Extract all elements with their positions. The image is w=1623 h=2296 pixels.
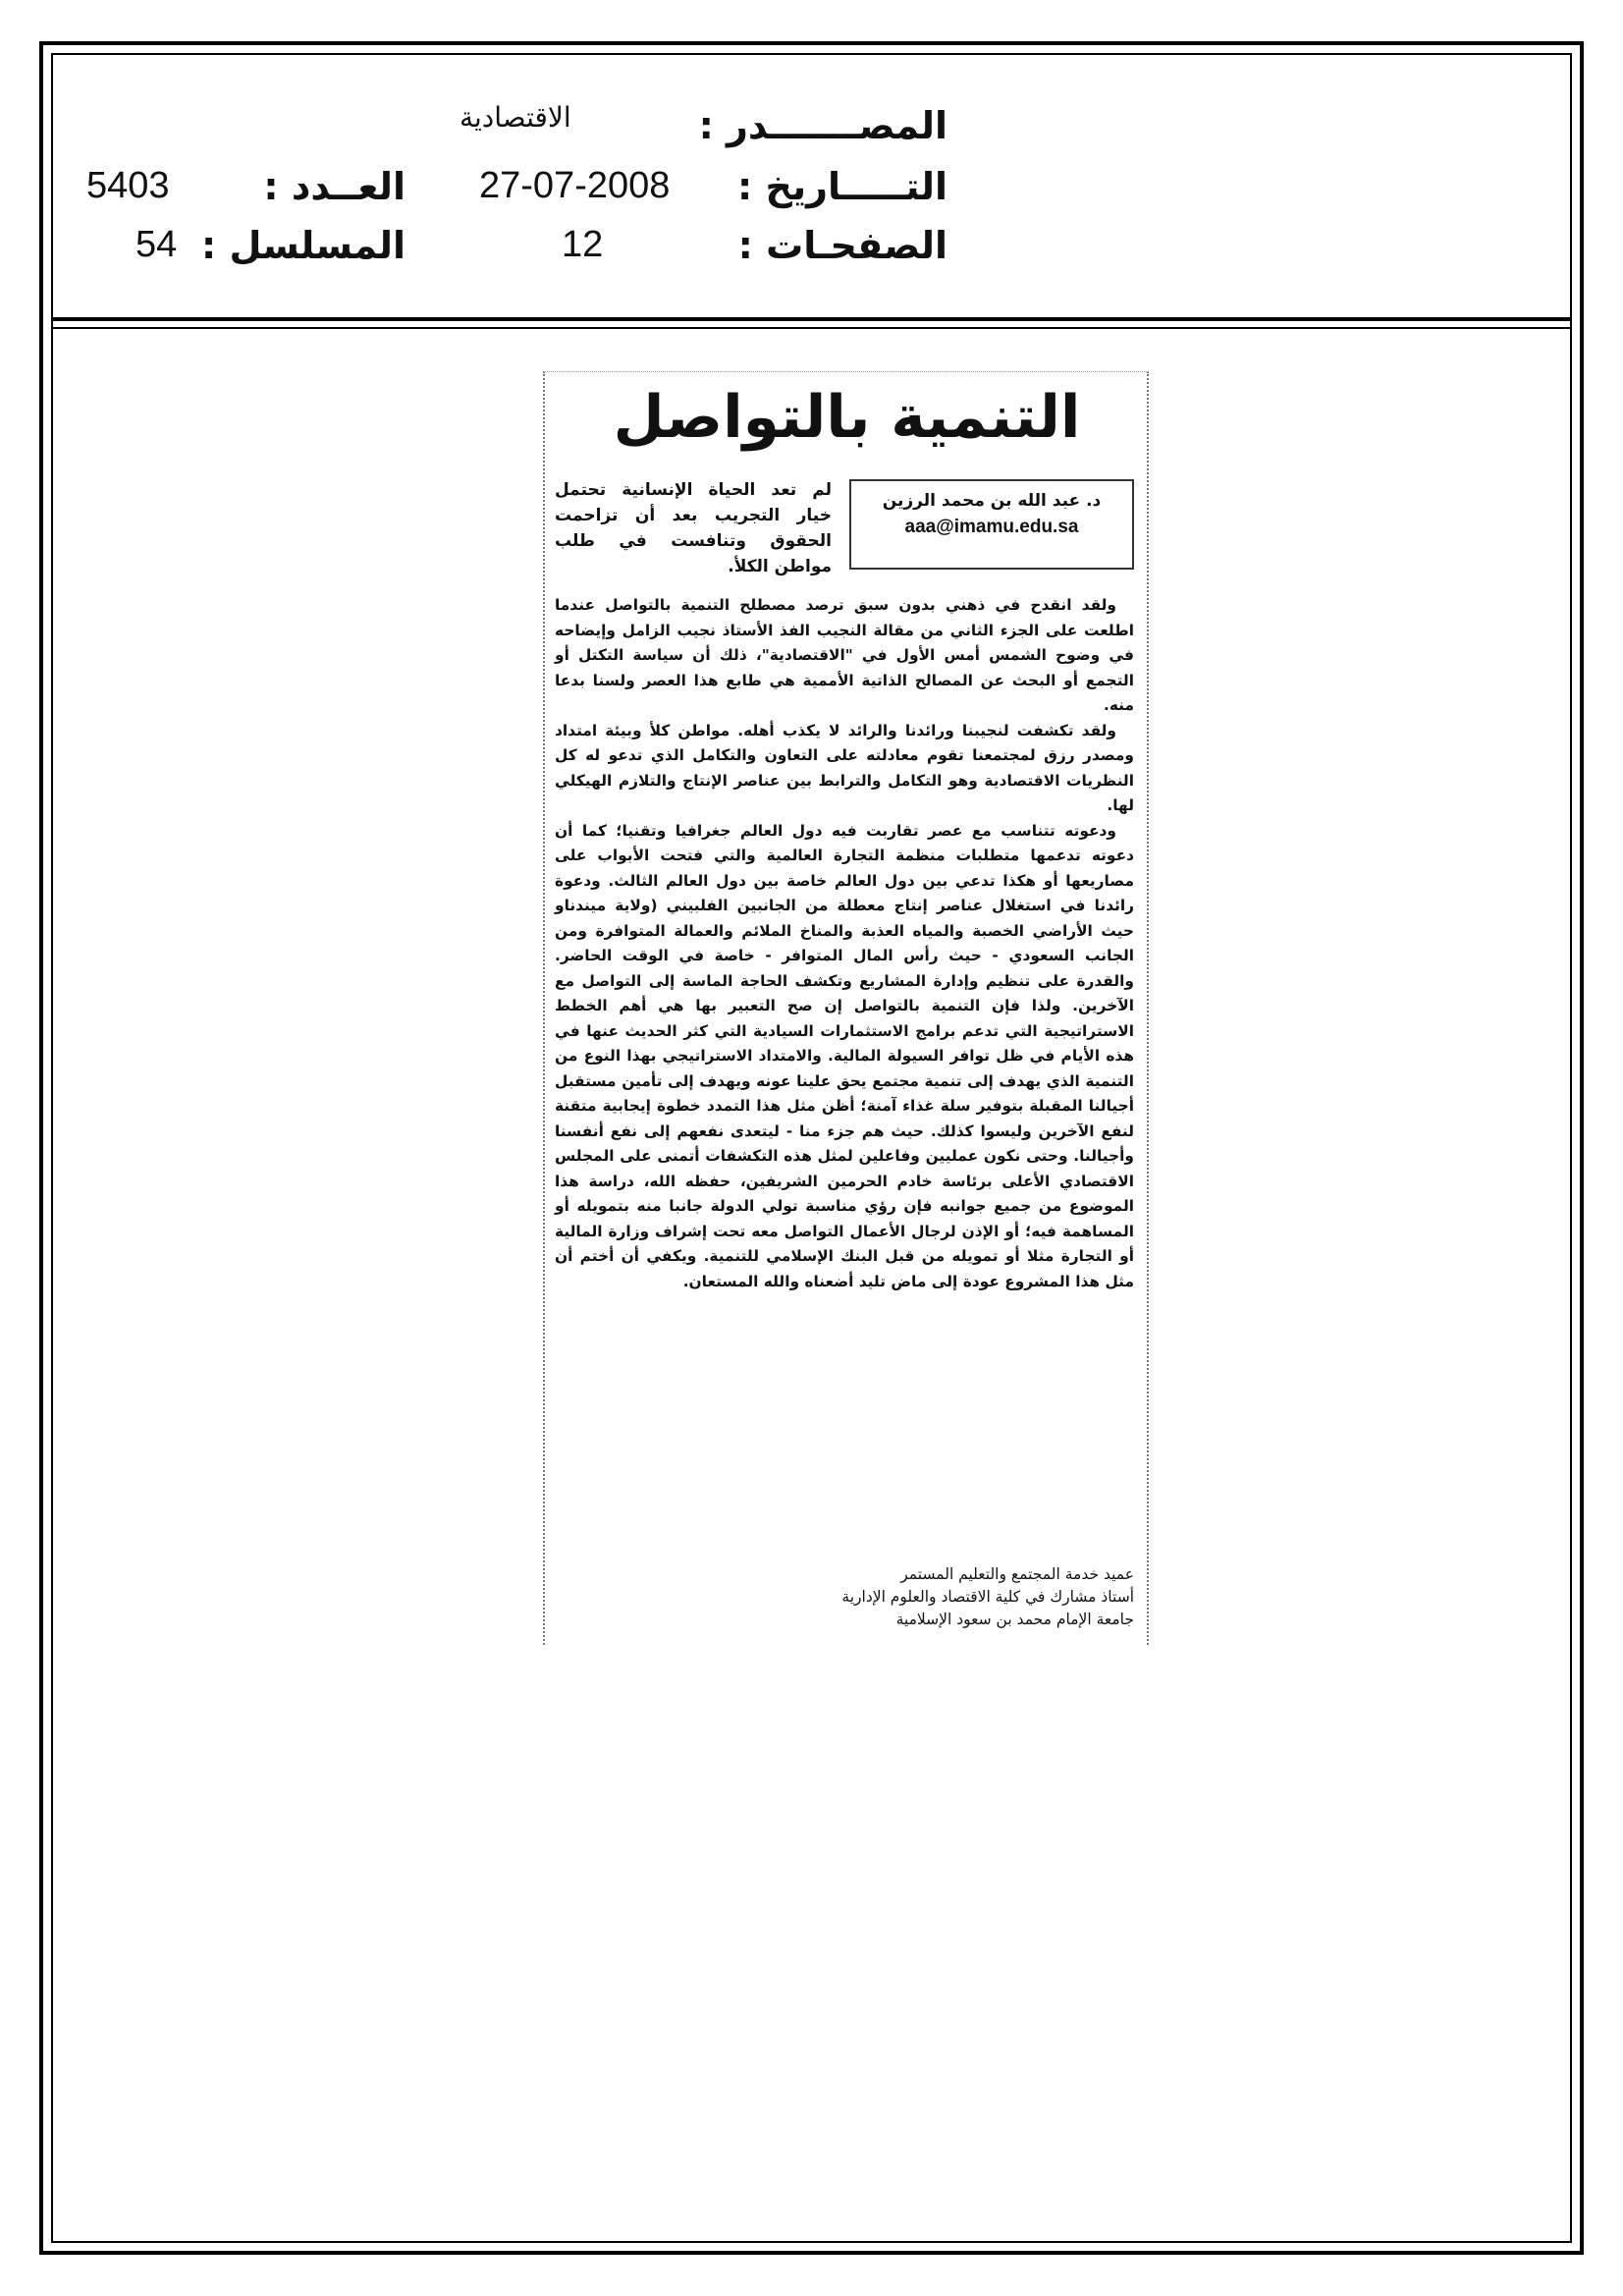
source-value: الاقتصادية — [460, 101, 571, 134]
signature-line: أستاذ مشارك في كلية الاقتصاد والعلوم الإدارية — [841, 1588, 1134, 1606]
date-label: التـــــاريخ : — [737, 165, 947, 208]
signature-line: عميد خدمة المجتمع والتعليم المستمر — [900, 1565, 1134, 1583]
article-paragraph: ولقد تكشفت لنجيبنا ورائدنا والرائد لا يكذب أهله. مواطن كلأ وبيئة امتداد ومصدر رزق لمجتمعنا تقوم معادلته على التعاون والتكامل الذي تدعو له كل النظريات الاقتصادية وهو التكامل والترابط بين عناصر الإنتاج والتلازم الهيكلي لها. — [555, 721, 1134, 814]
article-body — [555, 593, 1134, 1294]
header-divider-thin — [51, 327, 1572, 329]
author-email: aaa@imamu.edu.sa — [904, 517, 1079, 537]
author-name: د. عبد الله بن محمد الرزين — [882, 491, 1102, 511]
pages-label: الصفحـات : — [737, 224, 947, 267]
serial-label: المسلسل : — [201, 224, 406, 267]
header-divider — [51, 317, 1572, 321]
article-intro: لم تعد الحياة الإنسانية تحتمل خيار التجريب بعد أن تزاحمت الحقوق وتنافست في طلب مواطن الكلأ. — [555, 480, 832, 576]
issue-label: العــدد : — [263, 165, 406, 208]
author-box — [849, 479, 1134, 570]
article-paragraph: ودعوته تتناسب مع عصر تقاربت فيه دول العالم جغرافيا وتقنيا؛ كما أن دعوته تدعمها متطلبات منظمة التجارة العالمية والتي فتحت الأبواب على مصاريعها أو هكذا تدعي بين دول العالم خاصة بين دول العالم الثالث. ودعوة رائدنا في استغلال عناصر إنتاج معطلة من الجانبين الفلبيني (ولاية ميندناو حيث الأراضي الخصبة والمياه العذبة والمناخ الملائم والعمالة المتوافرة ومن الجانب السعودي - حيث رأس المال المتوافر - خاصة في الوقت الحاضر. والقدرة على تنظيم وإدارة المشاريع وتكشف الحاجة الماسة إلى التواصل مع الآخرين. ولذا فإن التنمية بالتواصل إن صح التعبير بها هي أهم الخطط الاستراتيجية التي تدعم برامج الاستثمارات السيادية التي كثر الحديث عنها في هذه الأيام في ظل توافر السيولة المالية. والامتداد الاستراتيجي بهذا النوع من التنمية الذي يهدف إلى تنمية مجتمع يحق علينا عونه ويهدف إلى تأمين مستقبل أجيالنا المقبلة بتوفير سلة غذاء آمنة؛ أظن مثل هذا التمدد خطوة إيجابية متقنة لنفع الآخرين وليسوا كذلك. حيث هم جزء منا - ليتعدى نفعهم إلى نفع أنفسنا وأجيالنا. وحتى نكون عمليين وفاعلين لمثل هذه التكشفات أتمنى على المجلس الاقتصادي الأعلى برئاسة خادم الحرمين الشريفين، حفظه الله، دراسة هذا الموضوع من جميع جوانبه فإن رؤي مناسبة تولي الدولة جانبا منه بتمويله أو المساهمة فيه؛ أو الإذن لرجال الأعمال التواصل معه تحت إشراف وزارة المالية أو التجارة مثلا أو تمويله من قبل البنك الإسلامي للتنمية. ويكفي أن أختم أن مثل هذا المشروع عودة إلى ماض تليد أضعناه والله المستعان. — [555, 821, 1134, 1290]
source-label: المصـــــــدر : — [698, 104, 947, 147]
pages-value: 12 — [562, 224, 604, 265]
signature-line: جامعة الإمام محمد بن سعود الإسلامية — [895, 1611, 1134, 1628]
date-value: 27-07-2008 — [479, 165, 671, 206]
issue-value: 5403 — [86, 165, 170, 206]
author-signature — [555, 1563, 1134, 1631]
serial-value: 54 — [135, 224, 178, 265]
article-paragraph: ولقد انقدح في ذهني بدون سبق ترصد مصطلح التنمية بالتواصل عندما اطلعت على الجزء الثاني من مقالة النجيب الفذ الأستاذ نجيب الزامل وإيضاحه في وضوح الشمس أمس الأول في "الاقتصادية"، ذلك أن سياسة التكتل أو التجمع أو البحث عن المصالح الذاتية الأممية هي طابع هذا العصر ولسنا بدعا منه. — [555, 596, 1134, 714]
article-headline: التنمية بالتواصل — [613, 383, 1081, 452]
